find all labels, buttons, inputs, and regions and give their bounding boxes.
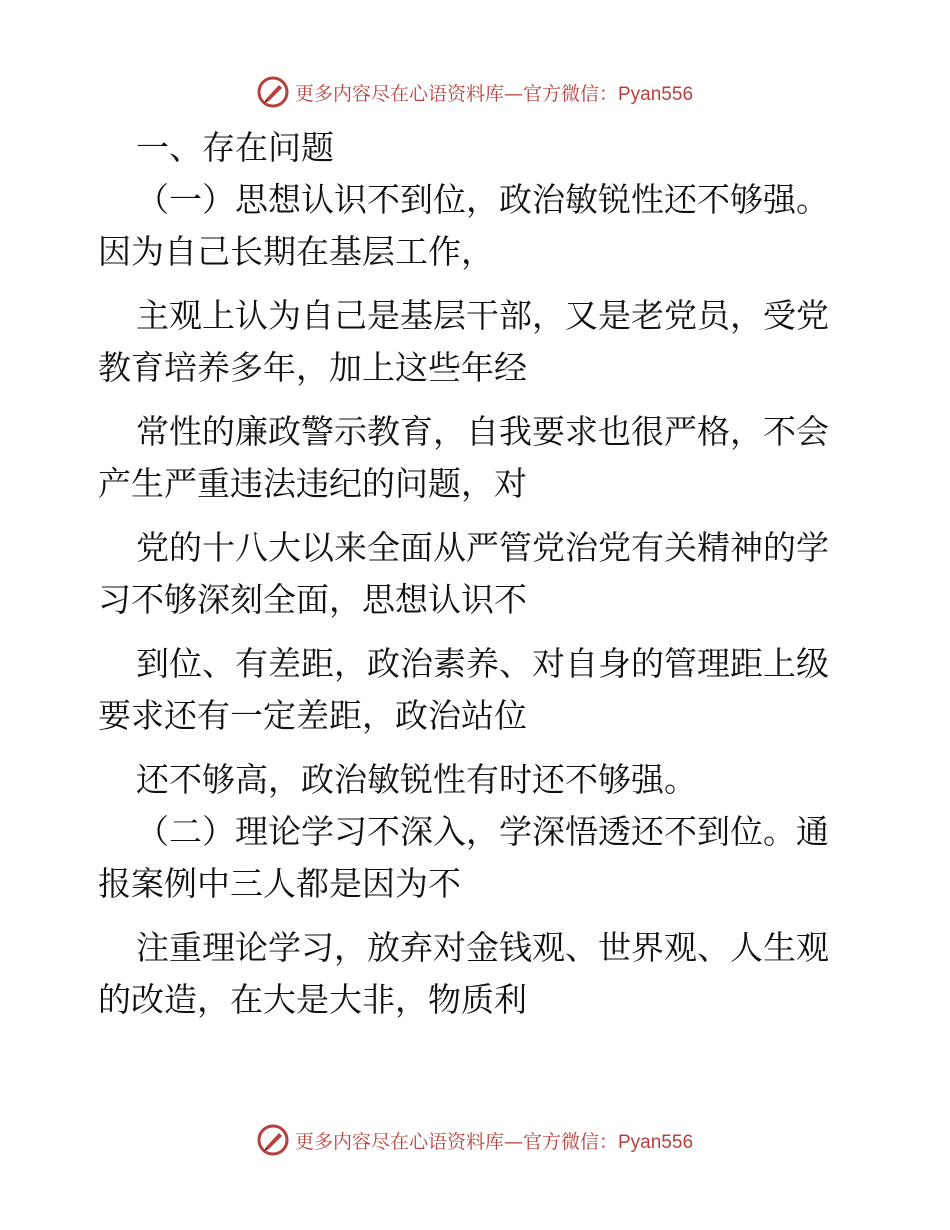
text-line: 还不够高，政治敏锐性有时还不够强。 xyxy=(136,760,697,799)
text-line: 党的十八大以来全面从严管党治党有关精神的学 xyxy=(136,528,829,567)
text-line: 要求还有一定差距，政治站位 xyxy=(98,696,527,735)
header-banner xyxy=(0,72,950,112)
section-heading: 一、存在问题 xyxy=(136,128,334,167)
footer-wechat-handle: Pyan556 xyxy=(618,1131,694,1153)
subsection-heading-1: （一）思想认识不到位，政治敏锐性还不够强。 xyxy=(136,180,829,219)
header-banner-text: 更多内容尽在心语资料库—官方微信：Pyan556 xyxy=(294,82,694,105)
text-line: 的改造，在大是大非，物质利 xyxy=(98,980,527,1019)
text-line: 常性的廉政警示教育，自我要求也很严格，不会 xyxy=(136,412,829,451)
pen-logo-icon xyxy=(257,1124,289,1156)
text-line: 产生严重违法违纪的问题，对 xyxy=(98,464,527,503)
document-body xyxy=(98,122,868,1026)
subsection-heading-2: （二）理论学习不深入，学深悟透还不到位。通 xyxy=(136,812,829,851)
text-line: 报案例中三人都是因为不 xyxy=(98,864,461,903)
header-wechat-handle: Pyan556 xyxy=(618,83,694,105)
text-line: 习不够深刻全面，思想认识不 xyxy=(98,580,527,619)
footer-banner-text: 更多内容尽在心语资料库—官方微信：Pyan556 xyxy=(294,1130,694,1153)
text-line: 到位、有差距，政治素养、对自身的管理距上级 xyxy=(136,644,829,683)
text-line: 注重理论学习，放弃对金钱观、世界观、人生观 xyxy=(136,928,829,967)
pen-logo-icon xyxy=(257,76,289,108)
text-line: 因为自己长期在基层工作， xyxy=(98,232,494,271)
footer-banner xyxy=(0,1120,950,1160)
text-line: 主观上认为自己是基层干部，又是老党员，受党 xyxy=(136,296,829,335)
text-line: 教育培养多年，加上这些年经 xyxy=(98,348,527,387)
